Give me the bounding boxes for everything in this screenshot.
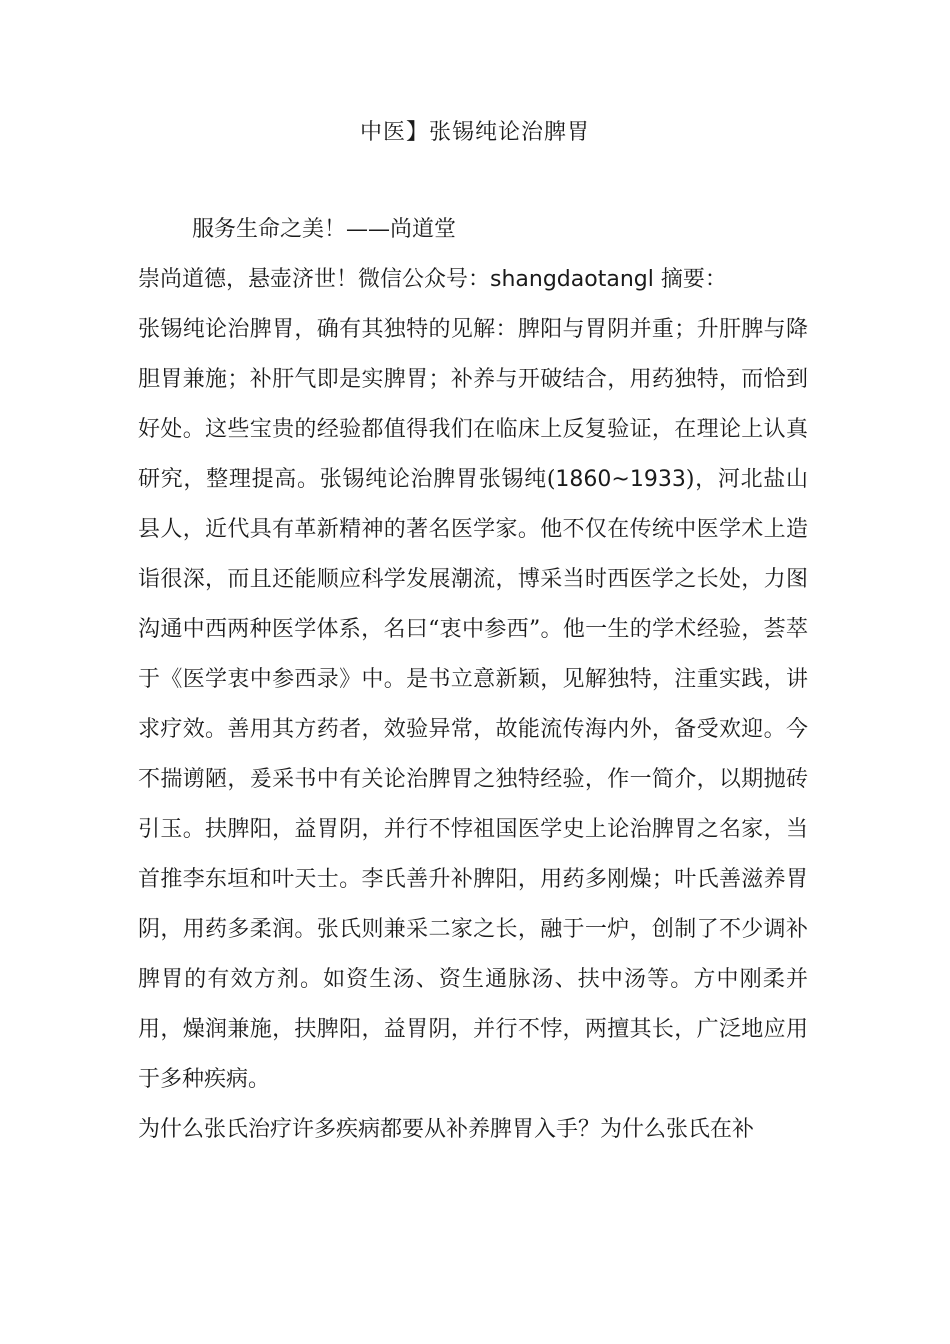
intro-suffix: 摘要： [653, 267, 727, 292]
intro-line [138, 255, 808, 305]
abstract-text-b: )，河北盐山县人，近代具有革新精神的著名医学家。他不仅在传统中医学术上造诣很深，而且还能顺应科学发展潮流，博采当时西医学之长处，力图沟通中西两种医学体系，名曰“衷中参西”。他一生的学术经验，荟萃于《医学衷中参西录》中。是书立意新颖，见解独特，注重实践，讲求疗效。善用其方药者，效验异常，故能流传海内外，备受欢迎。今不揣谫陋，爰采书中有关论治脾胃之独特经验，作一简介，以期抛砖引玉。扶脾阳，益胃阴，并行不悖祖国医学史上论治脾胃之名家，当首推李东垣和叶天士。李氏善升补脾阳，用药多刚燥；叶氏善滋养胃阴，用药多柔润。张氏则兼采二家之长，融于一炉，创制了不少调补脾胃的有效方剂。如资生汤、资生通脉汤、扶中汤等。方中刚柔并用，燥润兼施，扶脾阳，益胃阴，并行不悖，两擅其长，广泛地应用于多种疾病。 [138, 467, 808, 1092]
slogan-line: 服务生命之美！——尚道堂 [192, 217, 457, 242]
intro-prefix: 崇尚道德，悬壶济世！微信公众号： [138, 267, 491, 292]
abstract-text-a: 张锡纯论治脾胃，确有其独特的见解：脾阳与胃阴并重；升肝脾与降胆胃兼施；补肝气即是实脾胃；补养与开破结合，用药独特，而恰到好处。这些宝贵的经验都值得我们在临床上反复验证，在理论上认真研究，整理提高。张锡纯论治脾胃张锡纯( [138, 317, 808, 492]
abstract-paragraph [138, 305, 808, 1105]
page-title: 中医】张锡纯论治脾胃 [359, 120, 590, 145]
lifespan-years: 1860~1933 [555, 467, 686, 492]
question-paragraph: 为什么张氏治疗许多疾病都要从补养脾胃入手？为什么张氏在补 [138, 1117, 755, 1142]
document-body [138, 205, 808, 1155]
wechat-account: shangdaotangl [490, 267, 654, 292]
